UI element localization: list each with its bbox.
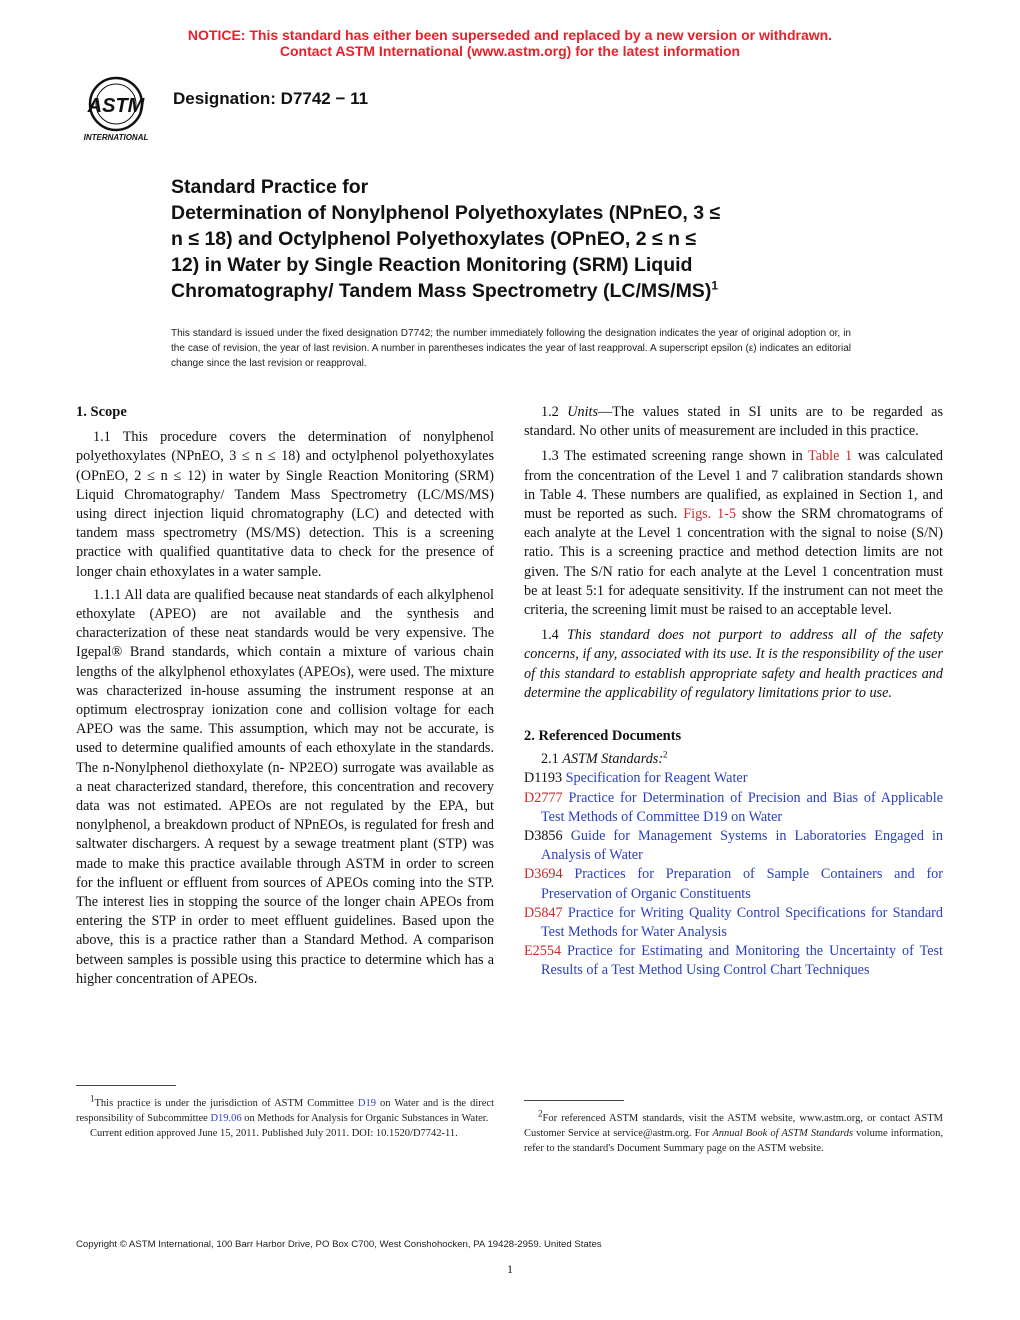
ref-title-link[interactable]: Practices for Preparation of Sample Containers and for Preservation of Organic Constituents: [541, 866, 944, 902]
section-1-heading: 1. Scope: [76, 404, 127, 420]
ref-title-link[interactable]: Specification for Reagent Water: [565, 770, 748, 787]
para-1-3: [524, 447, 943, 620]
para-1-3-text-c: show the SRM chromatograms of each analyte at the Level 1 concentration with the signal to noise (S/N) ratio. This is a screening practice and method detection limits are not given. The S/N ratio for each analyte at the Level 1 concentration must be at least 5:1 for adequate sensitivity. If the instrument can not meet the criteria, the screening limit must be raised to an acceptable level.: [524, 506, 943, 619]
ref-title-link[interactable]: Practice for Determination of Precision and Bias of Applicable Test Methods of Committee D19 on Water: [541, 789, 943, 825]
para-1-3-text-b: was calculated from the concentration of the Level 1 and 7 calibration standards shown in Table 4. These numbers are qualified, as explained in Section 1, and must be reported as such.: [524, 448, 943, 523]
footnote-2-mark: 2: [538, 1108, 543, 1119]
title-line-2: Determination of Nonylphenol Polyethoxylates (NPnEO, 3 ≤: [171, 202, 721, 224]
figs-1-5-link[interactable]: Figs. 1-5: [683, 506, 737, 523]
committee-d19-link[interactable]: D19: [357, 1098, 377, 1109]
footnote-2-text-b: volume information, refer to the standard's Document Summary page on the ASTM website.: [524, 1128, 943, 1154]
ref-code-link[interactable]: D2777: [524, 789, 563, 806]
left-column: [76, 403, 494, 989]
para-2-1: [524, 750, 943, 769]
table-1-link[interactable]: Table 1: [808, 448, 853, 465]
title-line-5: [171, 278, 871, 304]
ref-title-link[interactable]: Practice for Writing Quality Control Specifications for Standard Test Methods for Water Analysis: [541, 904, 943, 941]
footnote-2: [524, 1108, 943, 1156]
ref-item: [510, 865, 943, 903]
issued-note: This standard is issued under the fixed designation D7742; the number immediately following the designation indicates the year of original adoption or, in the case of revision, the year of last revision. A number in parentheses indicates the year of last reapproval. A superscript epsilon (ε) indicates an editorial change since the last revision or reapproval.: [171, 328, 851, 369]
para-1-4: [524, 626, 943, 703]
footnote-2-text-a: For referenced ASTM standards, visit the ASTM website, www.astm.org, or contact ASTM Customer Service at service@astm.org. For: [524, 1113, 943, 1139]
para-1-2-text: —The values stated in SI units are to be regarded as standard. No other units of measurement are included in this practice.: [524, 404, 943, 440]
ref-code-link[interactable]: D5847: [524, 904, 563, 921]
ref-item: [510, 789, 943, 827]
title-line-5-text: Chromatography/ Tandem Mass Spectrometry (LC/MS/MS): [171, 280, 712, 302]
astm-logo: [74, 72, 162, 144]
para-2-1-sup: 2: [663, 749, 668, 760]
para-2-1-italic: ASTM Standards:: [562, 751, 664, 768]
page-number: 1: [507, 1262, 513, 1276]
para-1-4-num: 1.4: [541, 627, 559, 644]
footnote-1: [76, 1093, 494, 1141]
copyright-line: Copyright © ASTM International, 100 Barr Harbor Drive, PO Box C700, West Conshohocken, PA 19428-2959. United States: [76, 1239, 602, 1250]
footnote-1-mark: 1: [90, 1093, 95, 1104]
para-1-3-text-a: 1.3 The estimated screening range shown in: [541, 448, 809, 465]
document-title: [171, 174, 871, 304]
para-1-1: 1.1 This procedure covers the determination of nonylphenol polyethoxylates (NPnEO, 3 ≤ n ≤ 18) and octylphenol polyethoxylates (OPnEO, 2 ≤ n ≤ 12) in water by Single Reaction Monitoring (SRM) Liquid Chromatography/ Tandem Mass Spectrometry (LC/MS/MS) using direct injection liquid chromatography (LC) and detected with tandem mass spectrometry (MS/MS) detection. This is a screening practice with qualified quantitative data to check for the presence of longer chain ethoxylates in a water sample.: [76, 429, 494, 580]
footnote-rule-right: [524, 1100, 624, 1101]
ref-code: D1193: [524, 770, 563, 787]
para-1-4-italic: This standard does not purport to address all of the safety concerns, if any, associated with its use. It is the responsibility of the user of this standard to establish appropriate safety and health practices and determine the applicability of regulatory limitations prior to use.: [524, 627, 943, 701]
ref-item: [510, 827, 943, 865]
ref-title-link[interactable]: Guide for Management Systems in Laboratories Engaged in Analysis of Water: [541, 828, 944, 864]
title-line-3: n ≤ 18) and Octylphenol Polyethoxylates (OPnEO, 2 ≤ n ≤: [171, 228, 697, 250]
footnote-1-edition: Current edition approved June 15, 2011. Published July 2011. DOI: 10.1520/D7742-11.: [90, 1128, 458, 1139]
title-line-1: Standard Practice for: [171, 176, 369, 198]
ref-code-link[interactable]: E2554: [524, 943, 562, 960]
svg-text:INTERNATIONAL: INTERNATIONAL: [83, 133, 149, 142]
notice-line-1: NOTICE: This standard has either been superseded and replaced by a new version or withdrawn.: [187, 27, 833, 43]
footnote-1-text-b: on Water and is the direct responsibility of Subcommittee: [76, 1098, 494, 1124]
para-1-2-italic: Units: [567, 404, 598, 420]
section-2-heading: 2. Referenced Documents: [524, 728, 682, 745]
designation: Designation: D7742 − 11: [173, 89, 369, 108]
ref-code: D3856: [524, 828, 563, 845]
subcommittee-d19-06-link[interactable]: D19.06: [210, 1113, 242, 1124]
ref-code-link[interactable]: D3694: [524, 866, 563, 883]
footnote-2-italic: Annual Book of ASTM Standards: [712, 1128, 854, 1139]
ref-item: [510, 904, 943, 942]
ref-title-link[interactable]: Practice for Estimating and Monitoring the Uncertainty of Test Results of a Test Method Using Control Chart Techniques: [541, 943, 943, 979]
para-1-2-num: 1.2: [541, 404, 559, 420]
para-1-2: [524, 403, 943, 441]
footnote-1-text-a: This practice is under the jurisdiction of ASTM Committee: [94, 1098, 358, 1109]
footnote-1-text-c: on Methods for Analysis for Organic Substances in Water.: [241, 1113, 489, 1124]
para-1-1-1: 1.1.1 All data are qualified because neat standards of each alkylphenol ethoxylate (APEO) are not available and the synthesis and characterization of these neat standards would be very expensive. The Igepal® Brand standards, which contain a mixture of various chain lengths of the alkylphenol ethoxylates (APEOs), were used. The mixture was characterized in-house assuming the instrument response at an optimum electrospray ionization cone and collision voltage for each APEO was the same. This assumption, which may not be accurate, is used to determine qualified amounts of each ethoxylate in the standards. The n-Nonylphenol diethoxylate (n- NP2EO) surrogate was available as a neat characterized standard, therefore, this concentration and recovery data was not estimated. APEOs are not regulated by the EPA, but nonylphenol, a breakdown product of NPnEOs, is regulated for fresh and saltwater dischargers. A request by a sewage treatment plant (STP) was made to make this practice available through ASTM in order to screen for the influent or effluent from sources of APEOs coming into the STP. The interest lies in stopping the source of the longer chain APEOs from entering the STP in order to meet effluent guidelines. Based upon the above, this is a practice rather than a Standard Method. A comparison between samples is possible using this practice to determine which has a higher concentration of APEOs.: [76, 586, 494, 987]
footnote-rule-left: [76, 1085, 176, 1086]
svg-text:ASTM: ASTM: [87, 95, 145, 117]
title-line-4: 12) in Water by Single Reaction Monitoring (SRM) Liquid: [171, 254, 693, 276]
notice-line-2: Contact ASTM International (www.astm.org) for the latest information: [279, 43, 741, 59]
ref-item: [510, 942, 943, 980]
ref-item: [510, 769, 943, 788]
right-column: [524, 403, 943, 981]
para-2-1-num: 2.1: [541, 751, 559, 768]
referenced-documents-list: [510, 769, 943, 980]
title-footnote-mark: 1: [711, 278, 718, 293]
